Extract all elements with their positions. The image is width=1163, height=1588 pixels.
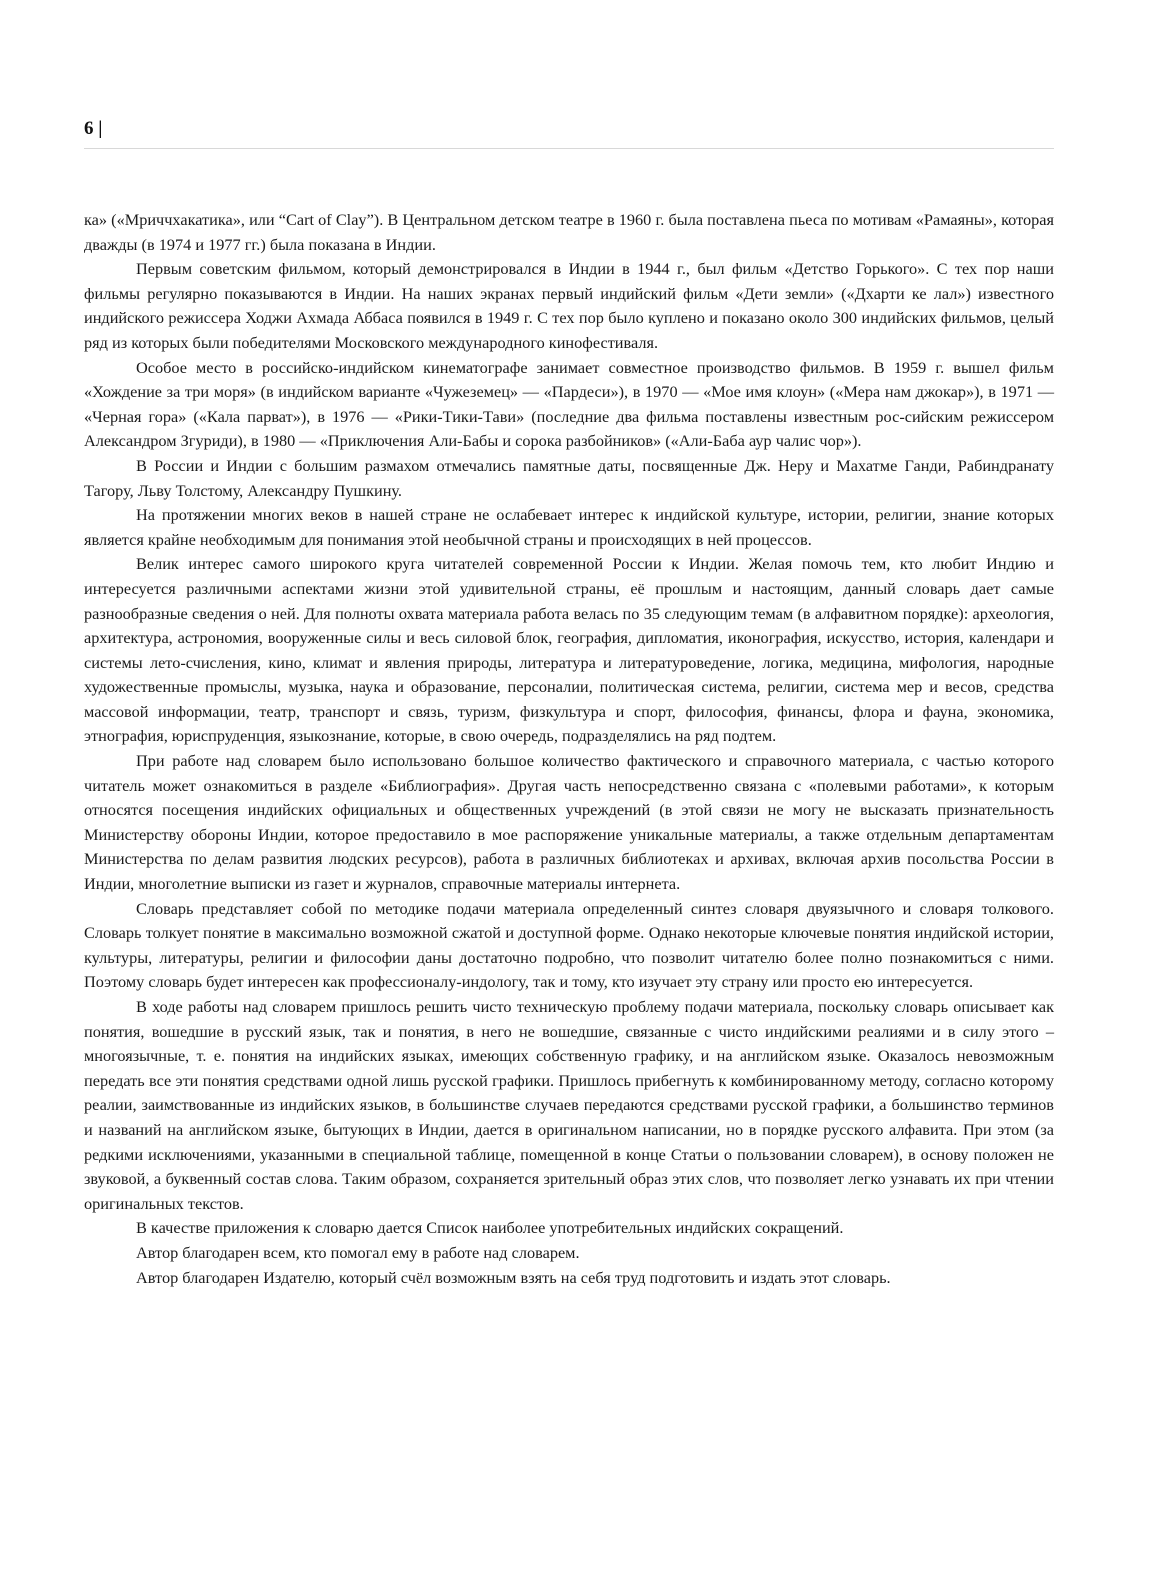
page-header xyxy=(84,118,1054,149)
paragraph: Автор благодарен всем, кто помогал ему в работе над словарем. xyxy=(136,1242,580,1262)
paragraph: В России и Индии с большим размахом отмечались памятные даты, посвященные Дж. Неру и Махатме Ганди, Рабиндранату Тагору, Льву Толстому, Александру Пушкину. xyxy=(84,455,1054,500)
paragraph: Автор благодарен Издателю, который счёл возможным взять на себя труд подготовить и издать этот словарь. xyxy=(136,1267,891,1287)
paragraph: На протяжении многих веков в нашей стране не ослабевает интерес к индийской культуре, истории, религии, знание которых является крайне необходимым для понимания этой необычной страны и происходящих в ней процессов. xyxy=(84,505,1054,549)
paragraph: Особое место в российско-индийском кинематографе занимает совместное производство фильмов. В 1959 г. вышел фильм «Хождение за три моря» (в индийском варианте «Чужеземец» — «Пардеси»), в 1970 — «Мое имя клоун» («Мера нам джокар»), в 1971 — «Черная гора» («Кала парват»), в 1976 — «Рики-Тики-Тави» (последние два фильма поставлены известным рос-сийским режиссером Александром Згуриди), в 1980 — «Приключения Али-Бабы и сорока разбойников» («Али-Баба аур чалис чор»). xyxy=(84,357,1054,451)
page-number: 6 | xyxy=(84,118,103,139)
paragraph: При работе над словарем было использовано большое количество фактического и справочного материала, с частью которого читатель может ознакомиться в разделе «Библиография». Другая часть непосредственно связана с «полевыми работами», к которым относятся посещения индийских официальных и общественных учреждений (в этой связи не могу не высказать признательность Министерству обороны Индии, которое предоставило в мое распоряжение уникальные материалы, а также отдельным департаментам Министерства по делам развития людских ресурсов), работа в различных библиотеках и архивах, включая архив посольства России в Индии, многолетние выписки из газет и журналов, справочные материалы интернета. xyxy=(84,751,1054,894)
paragraph: Велик интерес самого широкого круга читателей современной России к Индии. Желая помочь тем, кто любит Индию и интересуется различными аспектами жизни этой удивительной страны, её прошлым и настоящим, данный словарь дает самые разнообразные сведения о ней. Для полноты охвата материала работа велась по 35 следующим темам (в алфавитном порядке): археология, архитектура, астрономия, вооруженные силы и весь силовой блок, география, дипломатия, иконография, искусство, история, календари и системы лето-счисления, кино, климат и явления природы, литература и литературоведение, логика, медицина, мифология, народные художественные промыслы, музыка, наука и образование, персоналии, политическая система, религии, система мер и весов, средства массовой информации, театр, транспорт и связь, туризм, физкультура и спорт, философия, финансы, флора и фауна, экономика, этнография, юриспруденция, языкознание, которые, в свою очередь, подразделялись на ряд подтем. xyxy=(84,554,1054,746)
paragraph: В ходе работы над словарем пришлось решить чисто техническую проблему подачи материала, поскольку словарь описывает как понятия, вошедшие в русский язык, так и понятия, в него не вошедшие, связанные с чисто индийскими реалиями и в силу этого – многоязычные, т. е. понятия на индийских языках, имеющих собственную графику, и на английском языке. Оказалось невозможным передать все эти понятия средствами одной лишь русской графики. Пришлось прибегнуть к комбинированному методу, согласно которому реалии, заимствованные из индийских языков, в большинстве случаев передаются средствами русской графики, а большинство терминов и названий на английском языке, бытующих в Индии, дается в оригинальном написании, но в порядке русского алфавита. При этом (за редкими исключениями, указанными в специальной таблице, помещенной в конце Статьи о пользовании словарем), в основу положен не звуковой, а буквенный состав слова. Таким образом, сохраняется зрительный образ этих слов, что позволяет легко узнавать их при чтении оригинальных текстов. xyxy=(84,997,1054,1213)
paragraph-continued: ка» («Мриччхакатика», или “Cart of Clay”). В Центральном детском театре в 1960 г. была поставлена пьеса по мотивам «Рамаяны», которая дважды (в 1974 и 1977 гг.) была показана в Индии. xyxy=(84,210,1054,254)
paragraph: Словарь представляет собой по методике подачи материала определенный синтез словаря двуязычного и словаря толкового. Словарь толкует понятие в максимально возможной сжатой и доступной форме. Однако некоторые ключевые понятия индийской истории, культуры, литературы, религии и философии даны достаточно подробно, что позволит читателю более полно познакомиться с ними. Поэтому словарь будет интересен как профессионалу-индологу, так и тому, кто изучает эту страну или просто ею интересуется. xyxy=(84,898,1054,992)
paragraph: Первым советским фильмом, который демонстрировался в Индии в 1944 г., был фильм «Детство Горького». С тех пор наши фильмы регулярно показываются в Индии. На наших экранах первый индийский фильм «Дети земли» («Дхарти ке лал») известного индийского режиссера Ходжи Ахмада Аббаса появился в 1949 г. С тех пор было куплено и показано около 300 индийских фильмов, целый ряд из которых были победителями Московского международного кинофестиваля. xyxy=(84,259,1054,352)
body-text xyxy=(84,208,1054,1290)
paragraph: В качестве приложения к словарю дается Список наиболее употребительных индийских сокращений. xyxy=(136,1218,844,1238)
